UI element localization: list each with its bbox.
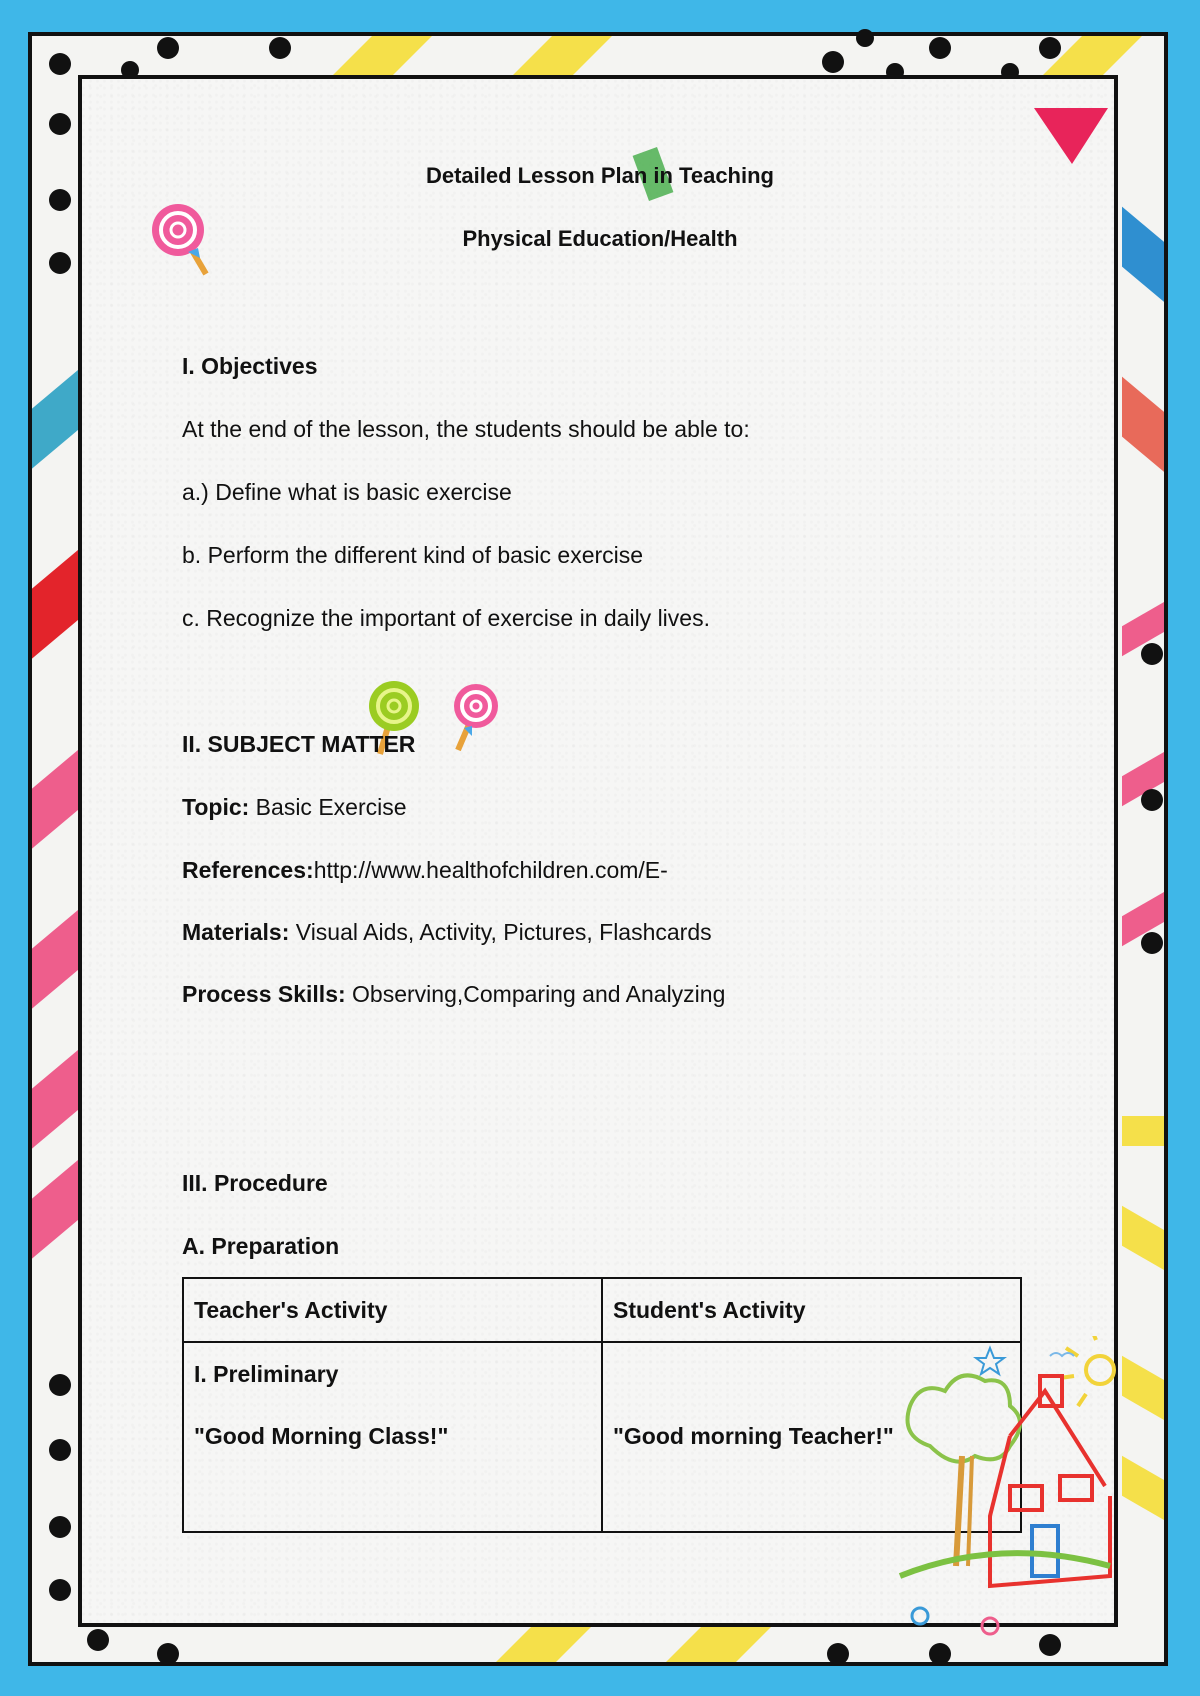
- topic-label: Topic:: [182, 794, 250, 820]
- objectives-intro: At the end of the lesson, the students should be able to:: [182, 416, 750, 442]
- preparation-heading: A. Preparation: [182, 1233, 340, 1259]
- materials-label: Materials:: [182, 919, 290, 945]
- materials-value: Visual Aids, Activity, Pictures, Flashcards: [289, 919, 712, 945]
- objective-item: c. Recognize the important of exercise in daily lives.: [182, 605, 710, 631]
- document-title: Detailed Lesson Plan in Teaching: [425, 163, 774, 188]
- references-line: [182, 857, 668, 884]
- teacher-activity-cell: [183, 1342, 602, 1532]
- table-header-row: [183, 1278, 1021, 1342]
- references-link[interactable]: http://www.healthofchildren.com/E-: [313, 857, 668, 883]
- triangle-decoration: [1032, 106, 1112, 166]
- topic-value: Basic Exercise: [249, 794, 407, 820]
- process-skills-label: Process Skills:: [182, 981, 346, 1007]
- objectives-heading: I. Objectives: [182, 353, 318, 379]
- objective-item: b. Perform the different kind of basic exercise: [182, 542, 644, 568]
- document-subtitle: Physical Education/Health: [462, 226, 738, 251]
- topic-line: [182, 794, 407, 821]
- star-icon: [976, 1348, 1004, 1374]
- preliminary-label: I. Preliminary: [194, 1361, 339, 1387]
- lollipop-pink-icon: [446, 680, 506, 760]
- student-activity-header: Student's Activity: [602, 1278, 1021, 1342]
- tree-drawing: [908, 1375, 1021, 1461]
- teacher-greeting: "Good Morning Class!": [194, 1423, 449, 1449]
- materials-line: [182, 919, 712, 946]
- sun-drawing: [1060, 1336, 1114, 1406]
- process-skills-value: Observing,Comparing and Analyzing: [345, 981, 726, 1007]
- objective-item: a.) Define what is basic exercise: [182, 479, 512, 505]
- procedure-heading: III. Procedure: [182, 1170, 328, 1196]
- teacher-activity-header: Teacher's Activity: [183, 1278, 602, 1342]
- references-label: References:: [182, 857, 314, 883]
- process-skills-line: [182, 981, 725, 1008]
- subject-matter-heading: II. SUBJECT MATTER: [182, 731, 416, 757]
- student-greeting: "Good morning Teacher!": [613, 1423, 894, 1449]
- school-house-drawing: [860, 1336, 1120, 1636]
